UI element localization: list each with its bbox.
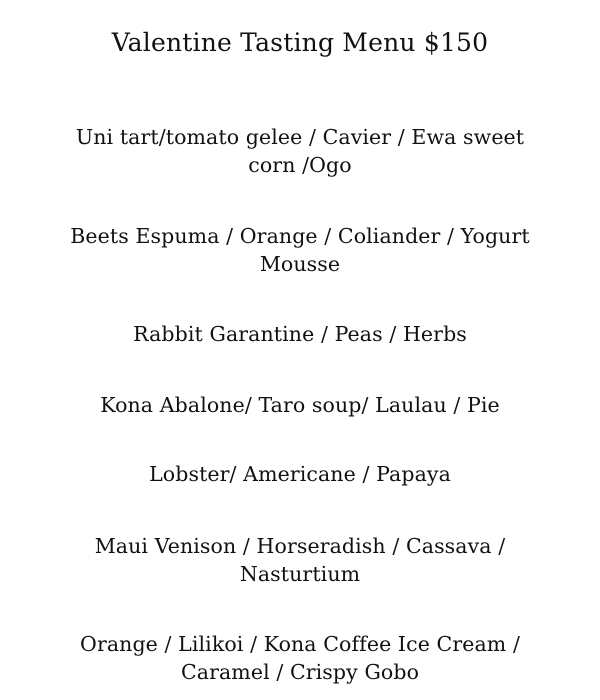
course-line: Kona Abalone/ Taro soup/ Laulau / Pie [100,393,500,417]
course-line: Caramel / Crispy Gobo [180,660,420,684]
course-item-1 [40,123,560,179]
menu-title: Valentine Tasting Menu $150 [111,28,489,57]
course-line: Beets Espuma / Orange / Coliander / Yogurt [70,224,530,248]
course-line: Nasturtium [239,562,361,586]
course-item-5 [40,460,560,488]
course-item-3 [40,320,560,348]
course-line: Orange / Lilikoi / Kona Coffee Ice Cream / [80,632,520,656]
course-line: Maui Venison / Horseradish / Cassava / [94,534,506,558]
course-item-6 [40,532,560,588]
course-line: Rabbit Garantine / Peas / Herbs [133,322,467,346]
course-item-2 [40,222,560,278]
course-item-7 [40,630,560,686]
course-item-4 [40,391,560,419]
course-line: Lobster/ Americane / Papaya [149,462,451,486]
course-line: Mousse [259,252,341,276]
course-line: corn /Ogo [248,153,352,177]
course-line: Uni tart/tomato gelee / Cavier / Ewa sweet [75,125,525,149]
